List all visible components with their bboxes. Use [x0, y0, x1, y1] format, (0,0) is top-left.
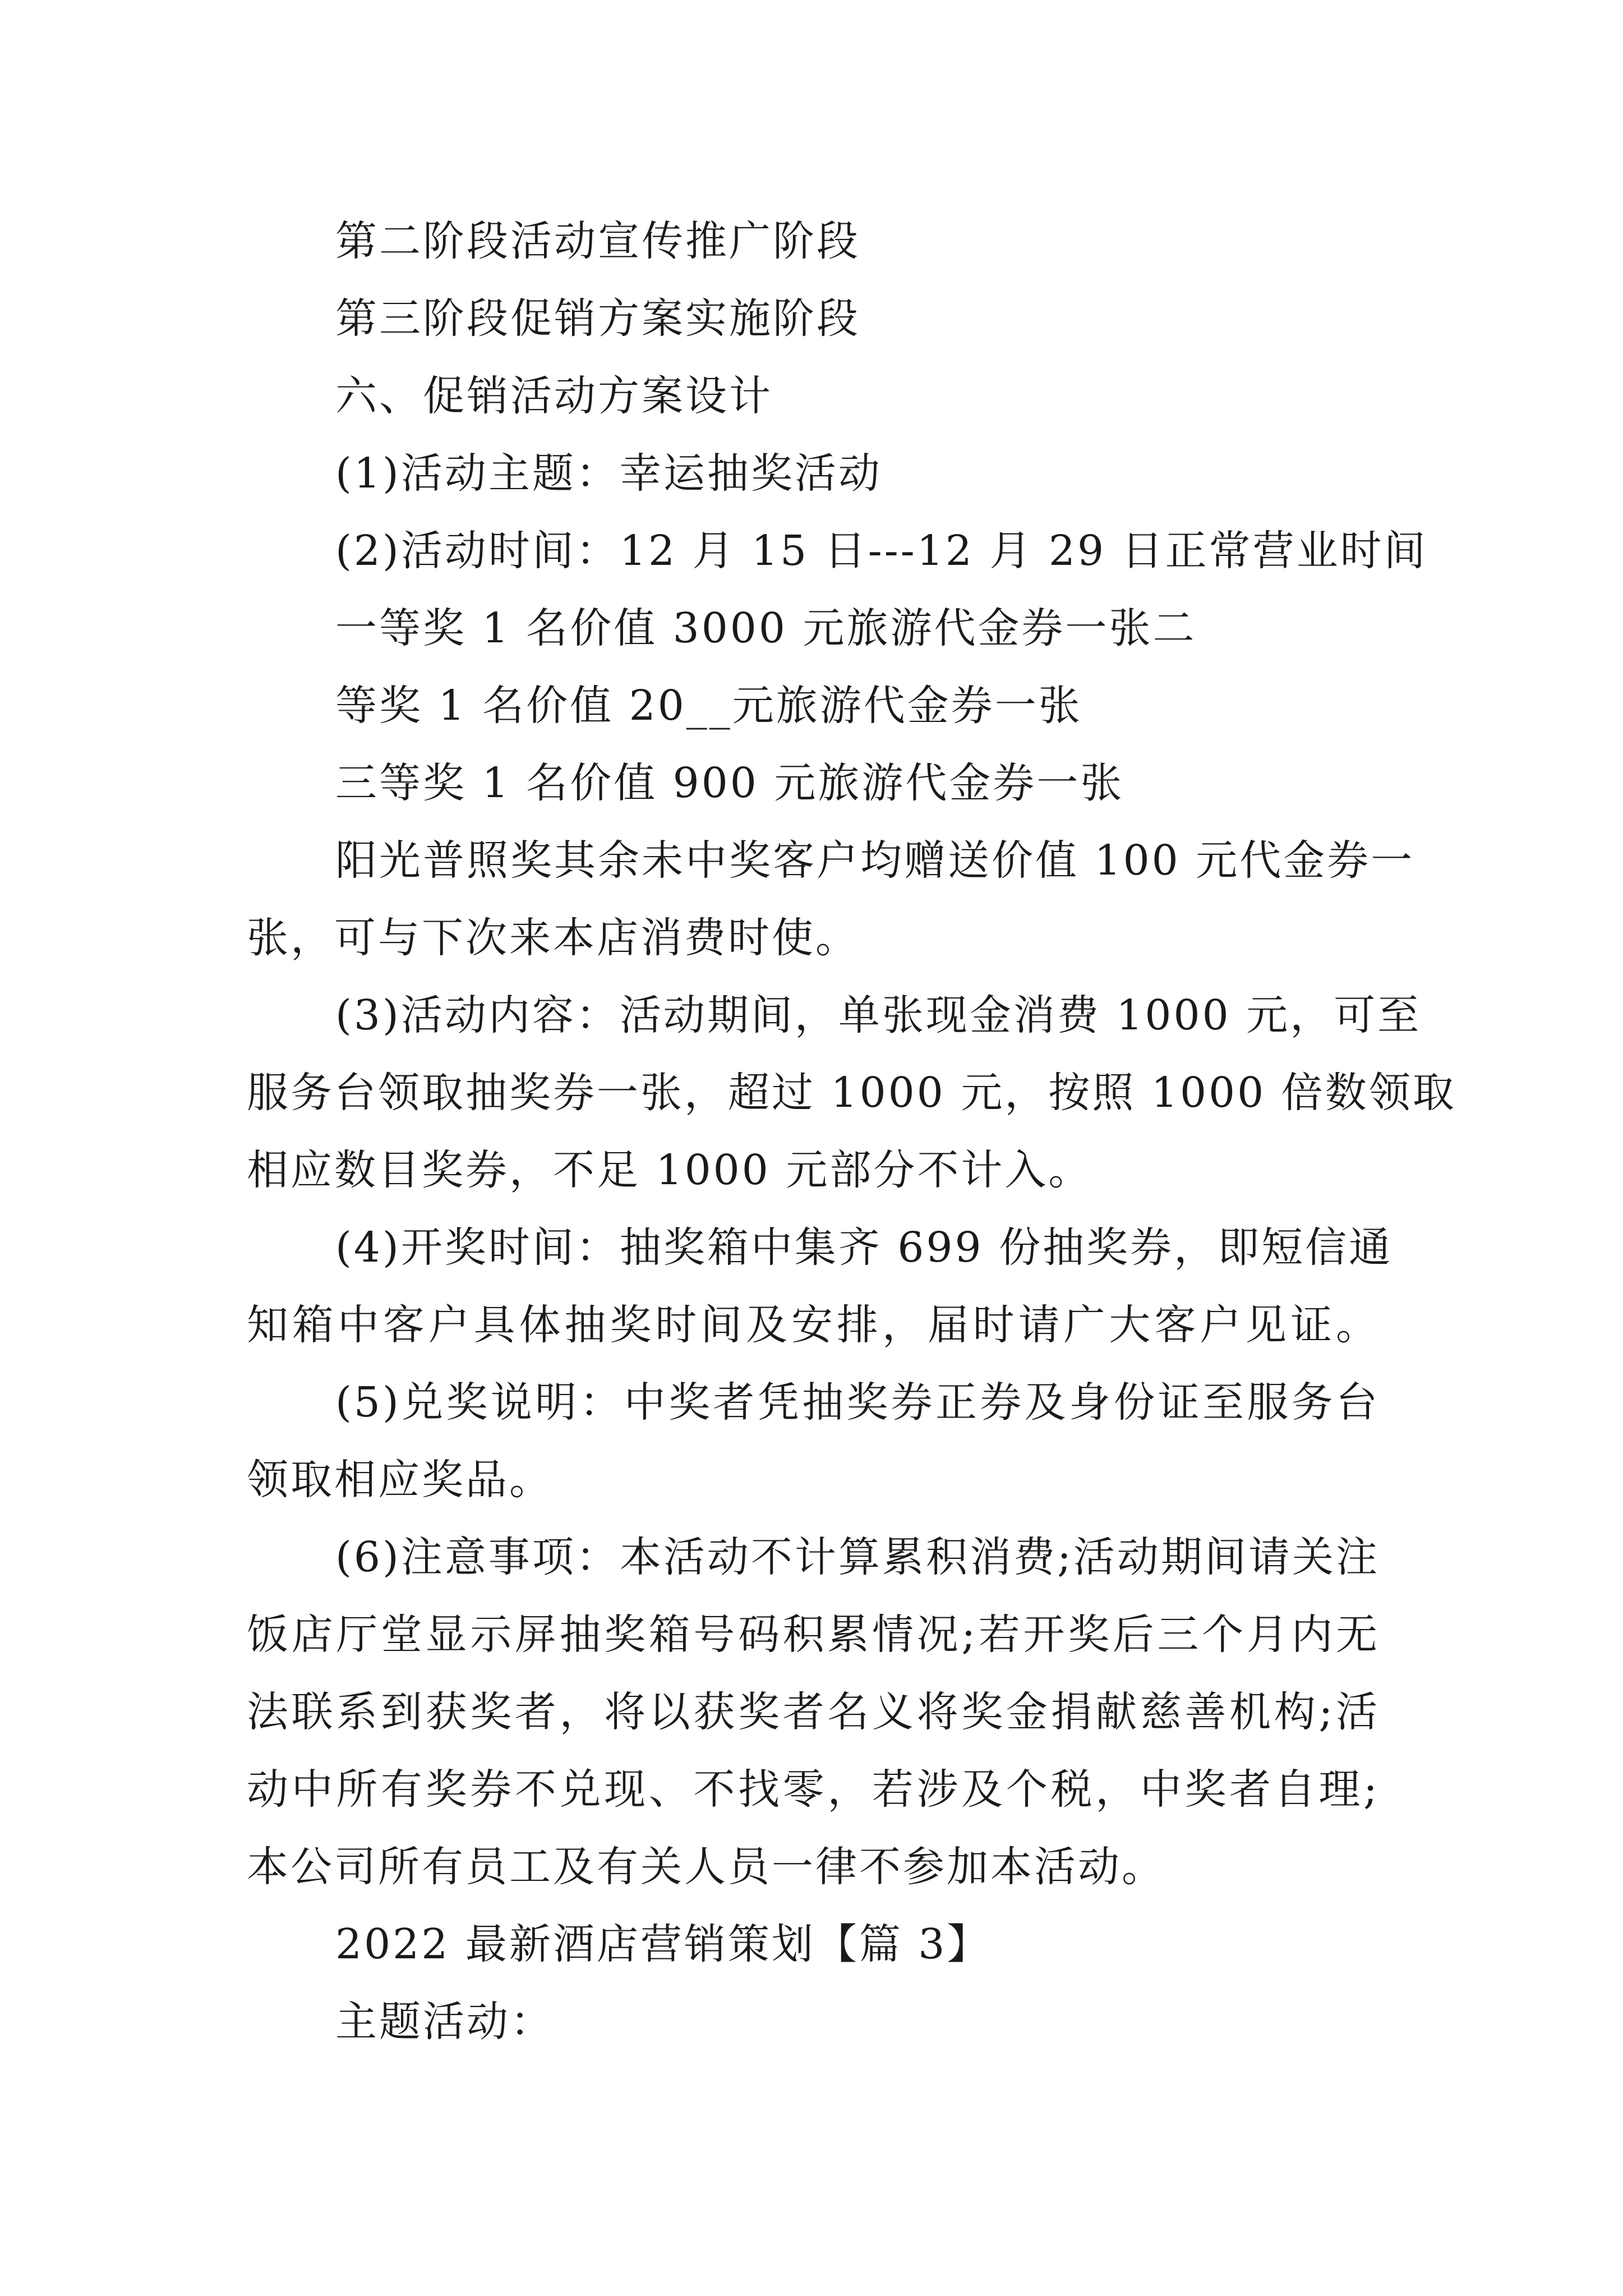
text-line: (4)开奖时间：抽奖箱中集齐 699 份抽奖券，即短信通	[335, 1223, 1393, 1272]
text-line: 阳光普照奖其余未中奖客户均赠送价值 100 元代金券一	[335, 836, 1415, 885]
section-heading: 2022 最新酒店营销策划【篇 3】	[335, 1920, 991, 1968]
text-line: (1)活动主题：幸运抽奖活动	[335, 449, 882, 498]
text-line: 领取相应奖品。	[247, 1456, 553, 1504]
text-line: 本公司所有员工及有关人员一律不参加本活动。	[247, 1843, 1165, 1891]
text-line: (2)活动时间：12 月 15 日---12 月 29 日正常营业时间	[335, 527, 1428, 575]
text-line: 第三阶段促销方案实施阶段	[335, 295, 860, 343]
text-line: 相应数目奖券，不足 1000 元部分不计入。	[247, 1146, 1092, 1194]
text-line: 张，可与下次来本店消费时使。	[247, 914, 859, 962]
text-line: 六、促销活动方案设计	[335, 372, 773, 420]
text-line: (5)兑奖说明：中奖者凭抽奖券正券及身份证至服务台	[335, 1378, 1380, 1427]
text-line: 知箱中客户具体抽奖时间及安排，届时请广大客户见证。	[247, 1301, 1380, 1349]
text-line: 第二阶段活动宣传推广阶段	[335, 217, 860, 265]
text-line: 一等奖 1 名价值 3000 元旅游代金券一张二	[335, 604, 1197, 652]
text-line: 主题活动：	[335, 1998, 554, 2046]
text-line: 等奖 1 名价值 20__元旅游代金券一张	[335, 682, 1082, 730]
text-line: 动中所有奖券不兑现、不找零，若涉及个税，中奖者自理;	[247, 1765, 1380, 1814]
text-line: 三等奖 1 名价值 900 元旅游代金券一张	[335, 759, 1124, 807]
text-line: 法联系到获奖者，将以获奖者名义将奖金捐献慈善机构;活	[247, 1688, 1380, 1736]
text-line: 饭店厅堂显示屏抽奖箱号码积累情况;若开奖后三个月内无	[247, 1611, 1380, 1659]
text-line: (6)注意事项：本活动不计算累积消费;活动期间请关注	[335, 1533, 1380, 1581]
text-line: (3)活动内容：活动期间，单张现金消费 1000 元，可至	[335, 991, 1422, 1039]
text-line: 服务台领取抽奖券一张，超过 1000 元，按照 1000 倍数领取	[247, 1069, 1456, 1117]
